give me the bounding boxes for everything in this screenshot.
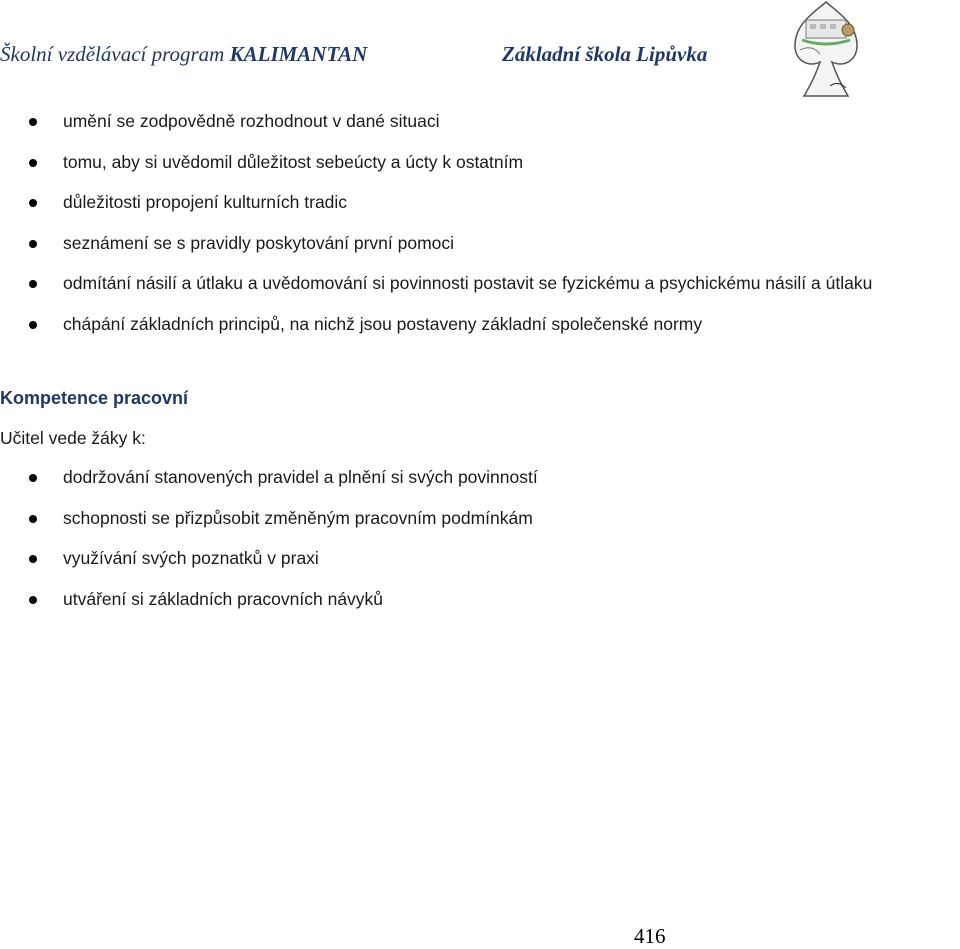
school-name: Základní škola Lipůvka	[502, 42, 708, 66]
list-item	[0, 111, 960, 152]
list-item-text: chápání základních principů, na nichž jsou postaveny základní společenské normy	[63, 313, 703, 334]
list-item-text: seznámení se s pravidly poskytování první pomoci	[63, 232, 455, 253]
bullet-icon	[29, 555, 37, 563]
list-item-text: důležitosti propojení kulturních tradic	[63, 192, 348, 212]
list-item	[0, 152, 960, 193]
list-item-text: schopnosti se přizpůsobit změněným pracovním podmínkám	[63, 507, 533, 528]
work-competence-list	[0, 467, 960, 629]
program-prefix: Školní vzdělávací program	[0, 42, 230, 66]
bullet-icon	[29, 596, 37, 604]
list-item-text: odmítání násilí a útlaku a uvědomování si povinnosti postavit se fyzickému a psychickému násilí a útlaku	[63, 273, 873, 293]
bullet-icon	[29, 474, 37, 482]
list-item-text: umění se zodpovědně rozhodnout v dané situaci	[63, 111, 440, 131]
bullet-icon	[29, 515, 37, 523]
bullet-icon	[29, 159, 37, 167]
bullet-icon	[29, 118, 37, 126]
section-intro: Učitel vede žáky k:	[0, 428, 146, 448]
list-item-text: utváření si základních pracovních návyků	[63, 588, 384, 609]
bullet-icon	[29, 321, 37, 329]
program-title	[0, 42, 367, 67]
bullet-icon	[29, 199, 37, 207]
list-item-text: dodržování stanovených pravidel a plnění si svých povinností	[63, 467, 538, 487]
list-item	[0, 314, 960, 355]
list-item	[0, 233, 960, 274]
section-heading: Kompetence pracovní	[0, 388, 189, 408]
social-competence-list	[0, 111, 960, 354]
list-item	[0, 548, 960, 589]
page-number: 416	[634, 924, 666, 948]
list-item	[0, 589, 960, 630]
list-item	[0, 273, 960, 314]
list-item	[0, 508, 960, 549]
list-item-text: tomu, aby si uvědomil důležitost sebeúcty a úcty k ostatním	[63, 151, 524, 172]
school-crest-logo-icon	[790, 0, 862, 100]
bullet-icon	[29, 240, 37, 248]
list-item-text: využívání svých poznatků v praxi	[63, 548, 319, 568]
program-name: KALIMANTAN	[229, 42, 368, 66]
list-item	[0, 467, 960, 508]
bullet-icon	[29, 280, 37, 288]
list-item	[0, 192, 960, 233]
